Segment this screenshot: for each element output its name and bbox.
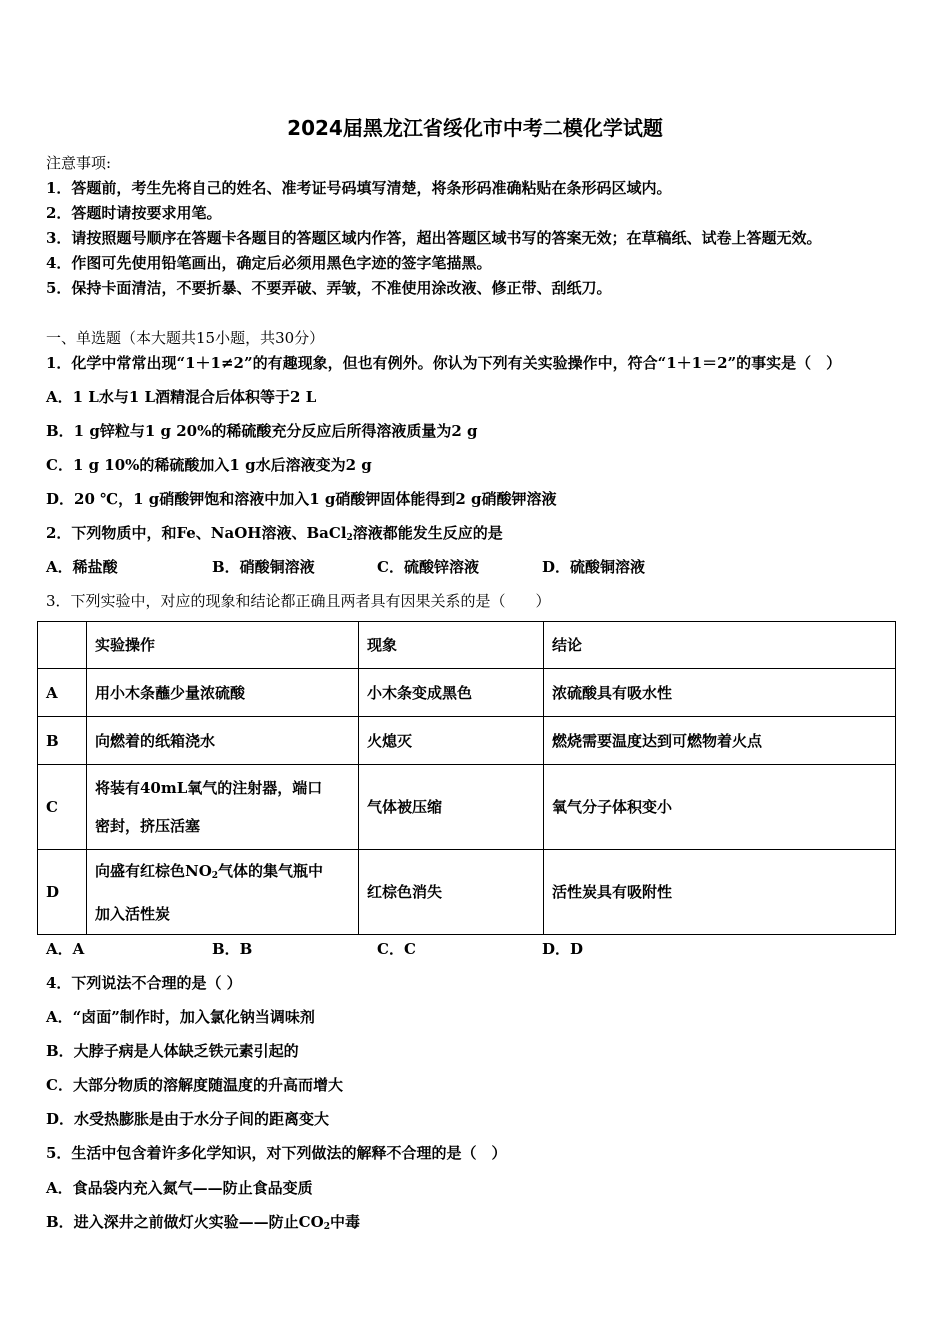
q5-option-b: B．进入深井之前做灯火实验——防止$CO_2$中毒 (46, 1213, 360, 1232)
table-row (38, 717, 896, 765)
table-row (38, 669, 896, 717)
notice-item: 2．答题时请按要求用笔。 (46, 204, 222, 222)
q1-option-c: C．1 g 10%的稀硫酸加入1 g水后溶液变为2 g (46, 456, 372, 474)
q1-option-a: A．1 L水与1 L酒精混合后体积等于2 L (46, 388, 317, 406)
q3-table (37, 621, 896, 935)
row-label: B (38, 717, 87, 765)
row-phenomenon: 红棕色消失 (359, 850, 544, 935)
q1-option-d: D．20 ℃，1 g硝酸钾饱和溶液中加入1 g硝酸钾固体能得到2 g硝酸钾溶液 (46, 490, 557, 508)
q1-stem: 1．化学中常常出现“1＋1≠2”的有趣现象，但也有例外。你认为下列有关实验操作中，符合“1＋1＝2”的事实是（ ） (46, 354, 842, 372)
row-conclusion: 氧气分子体积变小 (544, 765, 896, 850)
table-row (38, 765, 896, 850)
notice-heading: 注意事项: (46, 154, 112, 172)
row-phenomenon: 气体被压缩 (359, 765, 544, 850)
header-cell: 结论 (544, 622, 896, 669)
header-cell (38, 622, 87, 669)
page-title: 2024届黑龙江省绥化市中考二模化学试题 (287, 116, 663, 140)
q4-stem: 4．下列说法不合理的是（ ） (46, 974, 242, 992)
row-conclusion: 活性炭具有吸附性 (544, 850, 896, 935)
row-conclusion: 燃烧需要温度达到可燃物着火点 (544, 717, 896, 765)
row-operation: 将装有40mL氧气的注射器，端口 密封，挤压活塞 (87, 765, 359, 850)
notice-item: 5．保持卡面清洁，不要折暴、不要弄破、弄皱，不准使用涂改液、修正带、刮纸刀。 (46, 279, 612, 297)
q4-option-d: D．水受热膨胀是由于水分子间的距离变大 (46, 1110, 330, 1128)
q2-stem: 2．下列物质中，和Fe、NaOH溶液、BaCl$_2$溶液都能发生反应的是 (46, 524, 503, 543)
table-row (38, 850, 896, 935)
q3-stem: 3．下列实验中，对应的现象和结论都正确且两者具有因果关系的是（ ） (46, 592, 551, 610)
header-cell: 现象 (359, 622, 544, 669)
notice-item: 4．作图可先使用铅笔画出，确定后必须用黑色字迹的签字笔描黑。 (46, 254, 492, 272)
header-cell: 实验操作 (87, 622, 359, 669)
q3-option-a: A．A (46, 940, 85, 958)
q2-option-c: C．硫酸锌溶液 (377, 558, 479, 576)
q4-option-a: A．“卤面”制作时，加入氯化钠当调味剂 (46, 1008, 315, 1026)
row-operation: 用小木条蘸少量浓硫酸 (87, 669, 359, 717)
row-label: A (38, 669, 87, 717)
q5-stem: 5．生活中包含着许多化学知识，对下列做法的解释不合理的是（ ） (46, 1144, 507, 1162)
q1-option-b: B．1 g锌粒与1 g 20%的稀硫酸充分反应后所得溶液质量为2 g (46, 422, 478, 440)
notice-item: 3．请按照题号顺序在答题卡各题目的答题区域内作答，超出答题区域书写的答案无效；在草稿纸、试卷上答题无效。 (46, 229, 822, 247)
row-label: D (38, 850, 87, 935)
table-header-row (38, 622, 896, 669)
q2-option-a: A．稀盐酸 (46, 558, 118, 576)
row-operation: 向盛有红棕色$NO_2$气体的集气瓶中 加入活性炭 (87, 850, 359, 935)
q3-option-d: D．D (542, 940, 584, 958)
row-operation: 向燃着的纸箱浇水 (87, 717, 359, 765)
q3-option-b: B．B (212, 940, 253, 958)
q2-option-b: B．硝酸铜溶液 (212, 558, 315, 576)
q4-option-b: B．大脖子病是人体缺乏铁元素引起的 (46, 1042, 299, 1060)
row-conclusion: 浓硫酸具有吸水性 (544, 669, 896, 717)
notice-item: 1．答题前，考生先将自己的姓名、准考证号码填写清楚，将条形码准确粘贴在条形码区域内。 (46, 179, 672, 197)
q3-option-c: C．C (377, 940, 416, 958)
section-heading: 一、单选题（本大题共15小题，共30分） (46, 329, 325, 347)
row-phenomenon: 火熄灭 (359, 717, 544, 765)
row-label: C (38, 765, 87, 850)
q5-option-a: A．食品袋内充入氮气——防止食品变质 (46, 1179, 313, 1197)
q4-option-c: C．大部分物质的溶解度随温度的升高而增大 (46, 1076, 343, 1094)
q2-option-d: D．硫酸铜溶液 (542, 558, 646, 576)
row-phenomenon: 小木条变成黑色 (359, 669, 544, 717)
